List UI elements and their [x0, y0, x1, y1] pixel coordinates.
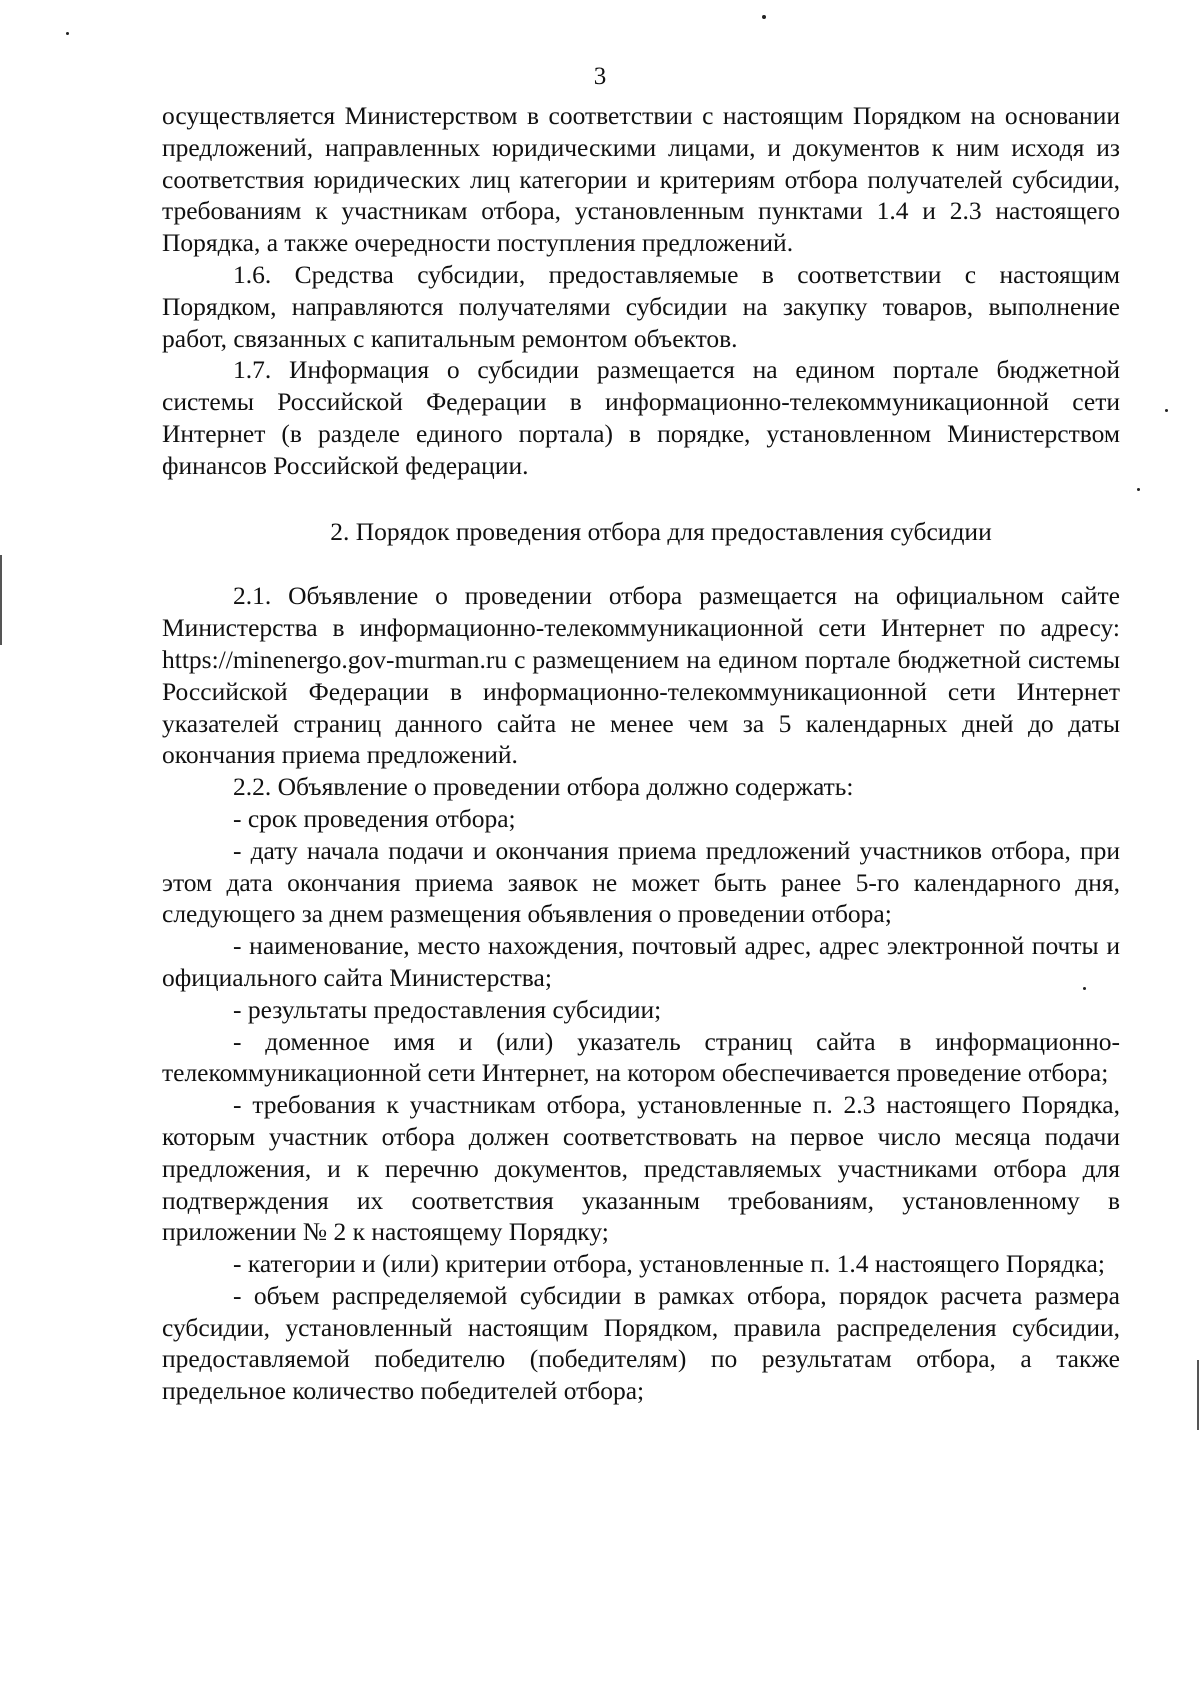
list-item: - срок проведения отбора; — [233, 803, 516, 833]
list-item: - объем распределяемой субсидии в рамках отбора, порядок расчета размера субсидии, установленный настоящим Порядком, правила распределения субсидии, предоставляемой победителю (победителям) по результатам отбора, а также предельное количество победителей отбора; — [162, 1280, 1120, 1406]
section-heading: 2. Порядок проведения отбора для предоставления субсидии — [330, 516, 992, 546]
scan-edge-right — [1197, 1360, 1199, 1430]
paragraph: 1.7. Информация о субсидии размещается на едином портале бюджетной системы Российской Федерации в информационно-телекоммуникационной сети Интернет (в разделе единого портала) в порядке, установленном Министерством финансов Российской федерации. — [162, 355, 1120, 480]
document-body — [162, 100, 1120, 1407]
paragraph: 2.1. Объявление о проведении отбора размещается на официальном сайте Министерства в информационно-телекоммуникационной сети Интернет по адресу: https://minenergo.gov-murman.ru с размещением на едином портале бюджетной системы Российской Федерации в информационно-телекоммуникационной сети Интернет указателей страниц данного сайта не менее чем за 5 календарных дней до даты окончания приема предложений. — [162, 581, 1120, 770]
scan-edge-left — [0, 555, 2, 645]
scan-speck — [762, 15, 766, 19]
list-item: - требования к участникам отбора, установленные п. 2.3 настоящего Порядка, которым участник отбора должен соответствовать на первое число месяца подачи предложения, и к перечню документов, представляемых участниками отбора для подтверждения их соответствия указанным требованиям, установленному в приложении № 2 к настоящему Порядку; — [162, 1090, 1120, 1247]
list-item: - категории и (или) критерии отбора, установленные п. 1.4 настоящего Порядка; — [233, 1249, 1105, 1279]
paragraph: осуществляется Министерством в соответствии с настоящим Порядком на основании предложений, направленных юридическими лицами, и документов к ним исходя из соответствия юридических лиц категории и критериям отбора получателей субсидии, требованиям к участникам отбора, установленным пунктами 1.4 и 2.3 настоящего Порядка, а также очередности поступления предложений. — [162, 101, 1120, 258]
paragraph: 2.2. Объявление о проведении отбора должно содержать: — [233, 772, 854, 802]
list-item: - доменное имя и (или) указатель страниц сайта в информационно-телекоммуникационной сети Интернет, на котором обеспечивается проведение отбора; — [162, 1026, 1120, 1088]
list-item: - наименование, место нахождения, почтовый адрес, адрес электронной почты и официального сайта Министерства; — [162, 931, 1120, 992]
scan-speck — [66, 32, 69, 35]
scan-speck — [1137, 488, 1140, 491]
page-number: 3 — [593, 63, 607, 90]
list-item: - дату начала подачи и окончания приема предложений участников отбора, при этом дата окончания приема заявок не может быть ранее 5-го календарного дня, следующего за днем размещения объявления о проведении отбора; — [162, 835, 1120, 929]
scan-speck — [1165, 409, 1168, 412]
paragraph: 1.6. Средства субсидии, предоставляемые в соответствии с настоящим Порядком, направляются получателями субсидии на закупку товаров, выполнение работ, связанных с капитальным ремонтом объектов. — [162, 259, 1120, 353]
list-item: - результаты предоставления субсидии; — [233, 994, 662, 1024]
